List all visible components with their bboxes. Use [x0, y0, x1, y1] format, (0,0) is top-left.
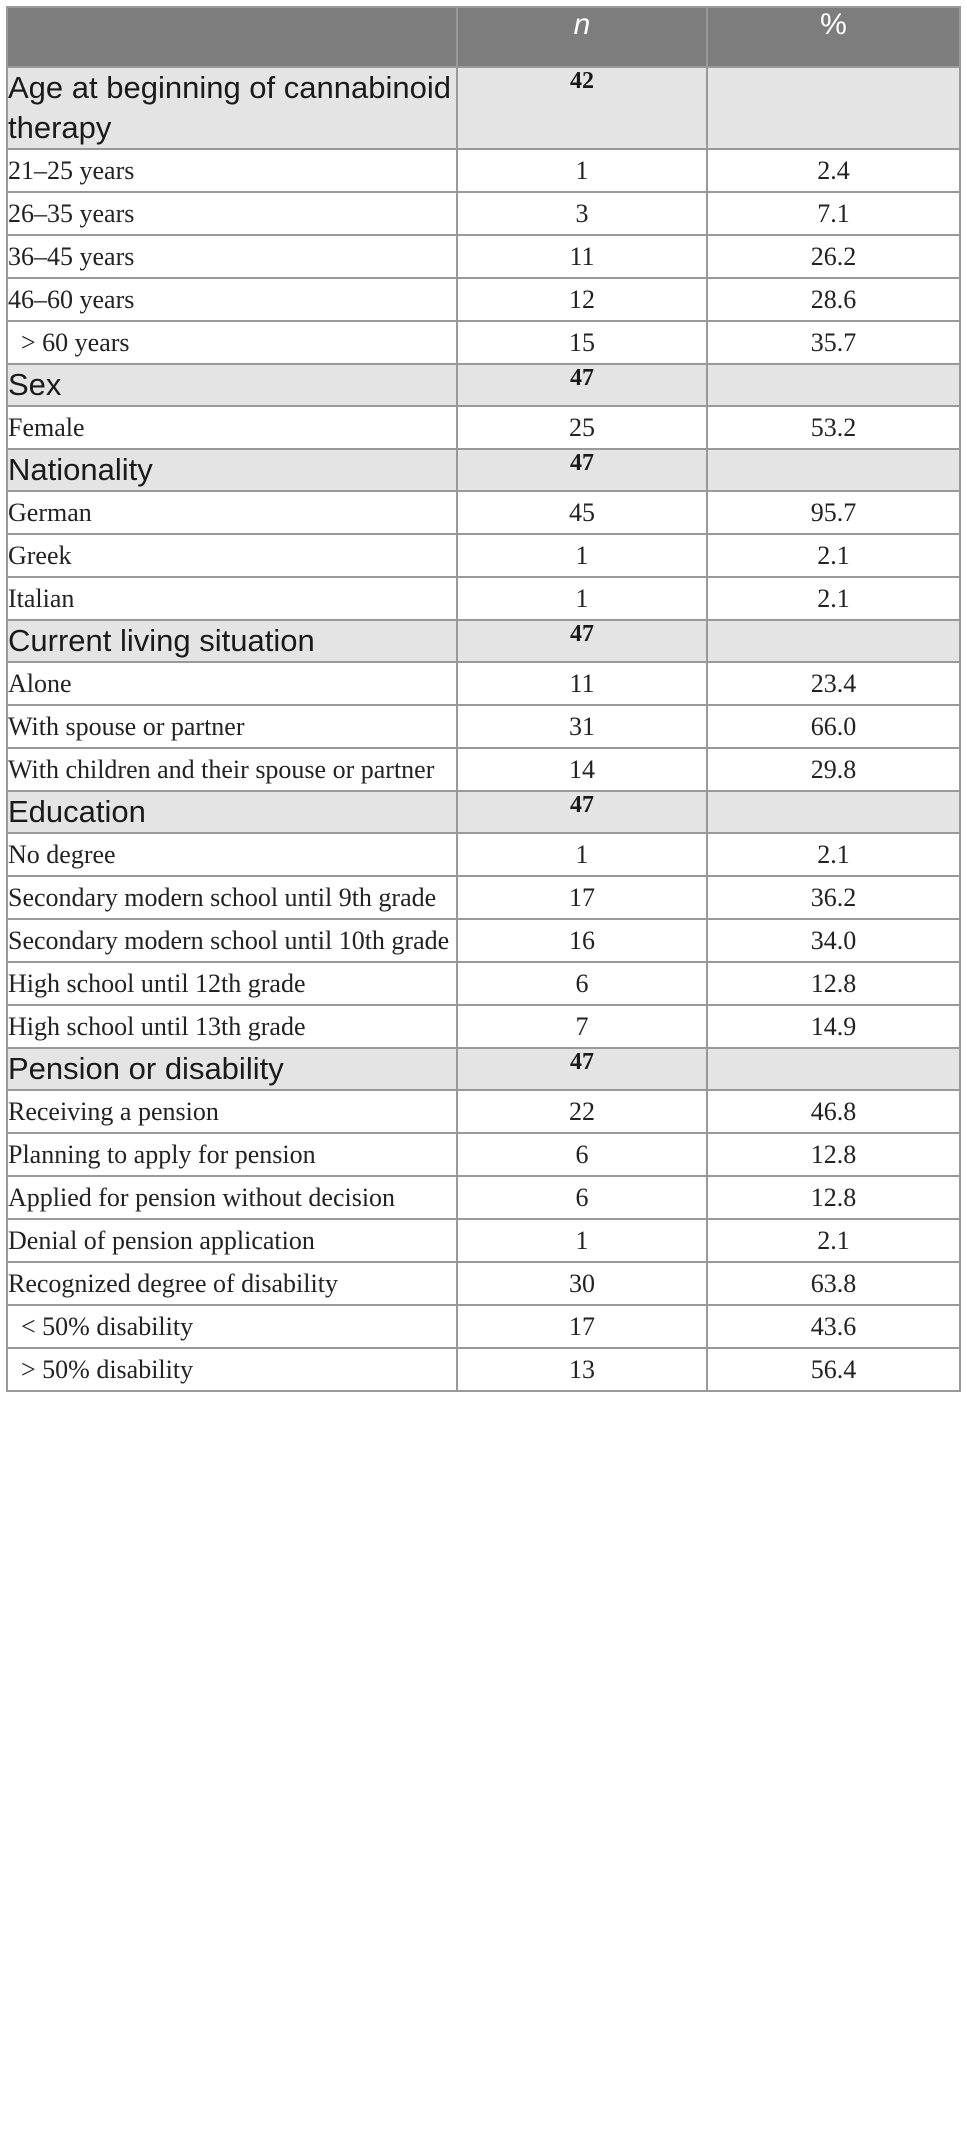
row-n: 6 — [457, 1133, 707, 1176]
row-n: 12 — [457, 278, 707, 321]
section-pct-empty — [707, 1048, 960, 1090]
row-n: 16 — [457, 919, 707, 962]
row-pct: 43.6 — [707, 1305, 960, 1348]
section-title: Current living situation — [7, 620, 457, 662]
row-n: 1 — [457, 1219, 707, 1262]
row-label: Applied for pension without decision — [7, 1176, 457, 1219]
header-n-cell: n — [457, 7, 707, 67]
section-n: 47 — [457, 364, 707, 406]
row-pct: 2.1 — [707, 1219, 960, 1262]
section-header-row — [7, 364, 960, 406]
row-n: 31 — [457, 705, 707, 748]
section-title: Sex — [7, 364, 457, 406]
row-n: 25 — [457, 406, 707, 449]
row-label: < 50% disability — [7, 1305, 457, 1348]
row-label: With spouse or partner — [7, 705, 457, 748]
row-n: 14 — [457, 748, 707, 791]
demographics-table — [6, 6, 961, 1392]
section-n: 42 — [457, 67, 707, 149]
row-n: 45 — [457, 491, 707, 534]
section-pct-empty — [707, 67, 960, 149]
table-row — [7, 1090, 960, 1133]
section-header-row — [7, 791, 960, 833]
row-label: Greek — [7, 534, 457, 577]
row-n: 1 — [457, 534, 707, 577]
row-label: High school until 12th grade — [7, 962, 457, 1005]
table-row — [7, 235, 960, 278]
row-label: 21–25 years — [7, 149, 457, 192]
table-row — [7, 705, 960, 748]
table-row — [7, 149, 960, 192]
section-pct-empty — [707, 791, 960, 833]
table-row — [7, 876, 960, 919]
row-label: Planning to apply for pension — [7, 1133, 457, 1176]
table-row — [7, 1305, 960, 1348]
row-label: > 50% disability — [7, 1348, 457, 1391]
table-row — [7, 534, 960, 577]
section-n: 47 — [457, 449, 707, 491]
row-pct: 95.7 — [707, 491, 960, 534]
row-n: 3 — [457, 192, 707, 235]
row-label: German — [7, 491, 457, 534]
row-n: 1 — [457, 149, 707, 192]
section-header-row — [7, 67, 960, 149]
row-pct: 56.4 — [707, 1348, 960, 1391]
section-n: 47 — [457, 620, 707, 662]
table-row — [7, 192, 960, 235]
table-row — [7, 1219, 960, 1262]
table-row — [7, 491, 960, 534]
row-n: 22 — [457, 1090, 707, 1133]
section-n: 47 — [457, 791, 707, 833]
row-pct: 66.0 — [707, 705, 960, 748]
section-title: Nationality — [7, 449, 457, 491]
row-label: > 60 years — [7, 321, 457, 364]
row-pct: 14.9 — [707, 1005, 960, 1048]
row-label: Secondary modern school until 9th grade — [7, 876, 457, 919]
section-pct-empty — [707, 449, 960, 491]
row-pct: 34.0 — [707, 919, 960, 962]
row-n: 17 — [457, 876, 707, 919]
section-pct-empty — [707, 364, 960, 406]
row-n: 13 — [457, 1348, 707, 1391]
row-pct: 29.8 — [707, 748, 960, 791]
row-pct: 12.8 — [707, 962, 960, 1005]
row-label: Denial of pension application — [7, 1219, 457, 1262]
row-label: 36–45 years — [7, 235, 457, 278]
row-n: 7 — [457, 1005, 707, 1048]
row-n: 30 — [457, 1262, 707, 1305]
row-n: 11 — [457, 662, 707, 705]
row-label: No degree — [7, 833, 457, 876]
table-row — [7, 1005, 960, 1048]
table-row — [7, 278, 960, 321]
row-n: 1 — [457, 833, 707, 876]
table-row — [7, 662, 960, 705]
section-pct-empty — [707, 620, 960, 662]
table-row — [7, 919, 960, 962]
row-pct: 36.2 — [707, 876, 960, 919]
section-title: Age at beginning of cannabinoid therapy — [7, 67, 457, 149]
row-label: 46–60 years — [7, 278, 457, 321]
row-n: 17 — [457, 1305, 707, 1348]
section-title: Education — [7, 791, 457, 833]
row-pct: 26.2 — [707, 235, 960, 278]
table-header-row — [7, 7, 960, 67]
section-header-row — [7, 449, 960, 491]
row-pct: 7.1 — [707, 192, 960, 235]
row-pct: 2.1 — [707, 833, 960, 876]
table-row — [7, 321, 960, 364]
row-pct: 35.7 — [707, 321, 960, 364]
header-label-cell — [7, 7, 457, 67]
row-label: Alone — [7, 662, 457, 705]
row-pct: 2.4 — [707, 149, 960, 192]
table-row — [7, 1176, 960, 1219]
row-n: 6 — [457, 962, 707, 1005]
section-header-row — [7, 620, 960, 662]
row-label: Secondary modern school until 10th grade — [7, 919, 457, 962]
row-label: With children and their spouse or partner — [7, 748, 457, 791]
table-row — [7, 1262, 960, 1305]
row-label: Female — [7, 406, 457, 449]
header-pct-cell: % — [707, 7, 960, 67]
table-row — [7, 577, 960, 620]
row-pct: 23.4 — [707, 662, 960, 705]
row-pct: 46.8 — [707, 1090, 960, 1133]
row-pct: 2.1 — [707, 577, 960, 620]
table-row — [7, 1348, 960, 1391]
row-n: 6 — [457, 1176, 707, 1219]
table-row — [7, 748, 960, 791]
section-n: 47 — [457, 1048, 707, 1090]
row-pct: 12.8 — [707, 1133, 960, 1176]
table-body — [7, 67, 960, 1391]
row-n: 11 — [457, 235, 707, 278]
row-label: Italian — [7, 577, 457, 620]
row-pct: 28.6 — [707, 278, 960, 321]
section-title: Pension or disability — [7, 1048, 457, 1090]
row-pct: 53.2 — [707, 406, 960, 449]
row-label: High school until 13th grade — [7, 1005, 457, 1048]
row-label: Receiving a pension — [7, 1090, 457, 1133]
row-label: 26–35 years — [7, 192, 457, 235]
row-label: Recognized degree of disability — [7, 1262, 457, 1305]
row-n: 15 — [457, 321, 707, 364]
section-header-row — [7, 1048, 960, 1090]
row-pct: 2.1 — [707, 534, 960, 577]
row-pct: 12.8 — [707, 1176, 960, 1219]
row-n: 1 — [457, 577, 707, 620]
table-row — [7, 1133, 960, 1176]
row-pct: 63.8 — [707, 1262, 960, 1305]
table-row — [7, 962, 960, 1005]
table-row — [7, 833, 960, 876]
table-row — [7, 406, 960, 449]
